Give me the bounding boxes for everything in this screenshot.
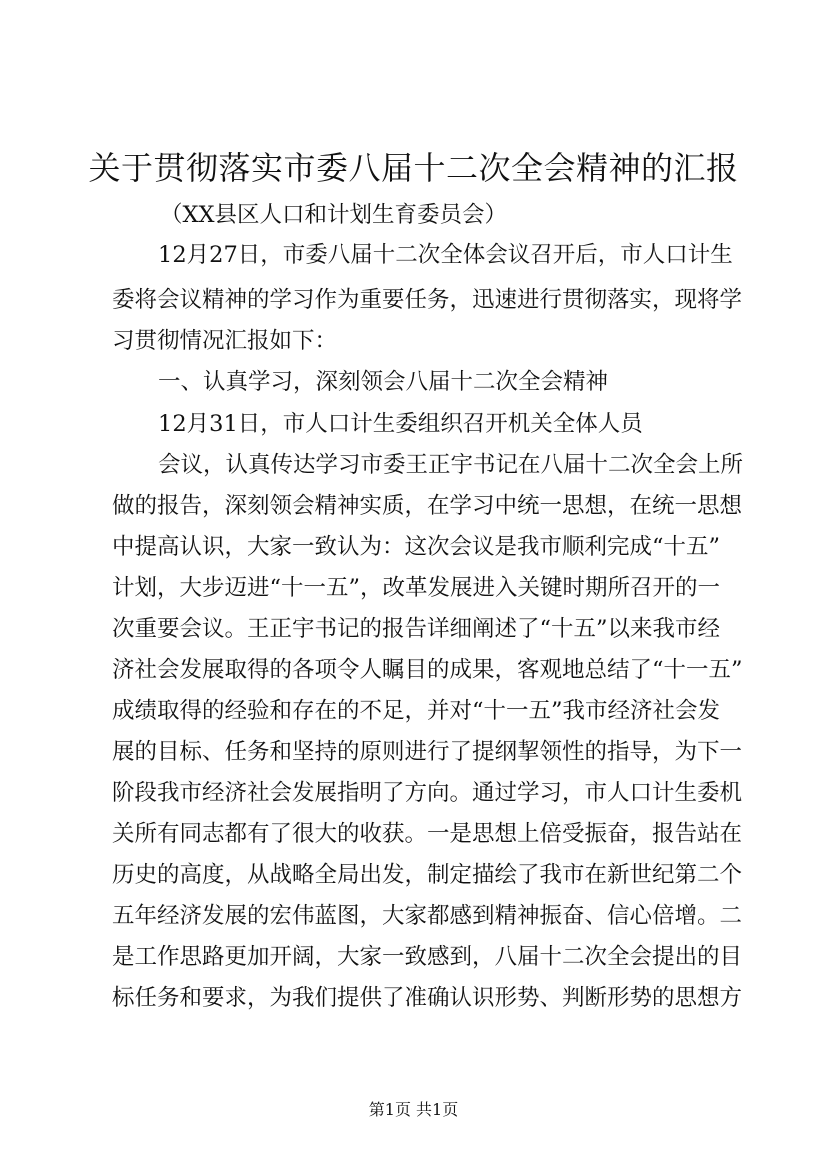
paragraph-line: 次重要会议。王正宇书记的报告详细阐述了“十五”以来我市经 bbox=[112, 616, 721, 642]
paragraph-line: 是工作思路更加开阔，大家一致感到，八届十二次全会提出的目 bbox=[112, 944, 743, 970]
page-number-footer: 第1页 共1页 bbox=[368, 1100, 459, 1119]
paragraph-line: 做的报告，深刻领会精神实质，在学习中统一思想，在统一思想 bbox=[112, 493, 743, 519]
section-heading: 一、认真学习，深刻领会八届十二次全会精神 bbox=[158, 369, 609, 395]
document-subtitle: （XX县区人口和计划生育委员会） bbox=[160, 202, 508, 228]
paragraph-line: 标任务和要求，为我们提供了准确认识形势、判断形势的思想方 bbox=[112, 985, 743, 1011]
paragraph-line: 会议，认真传达学习市委王正宇书记在八届十二次全会上所 bbox=[158, 452, 744, 478]
paragraph-line: 济社会发展取得的各项令人瞩目的成果，客观地总结了“十一五” bbox=[112, 657, 743, 683]
paragraph-line: 12月27日，市委八届十二次全体会议召开后，市人口计生 bbox=[158, 242, 733, 268]
paragraph-line: 计划，大步迈进“十一五”，改革发展进入关键时期所召开的一 bbox=[112, 575, 721, 601]
paragraph-line: 展的目标、任务和坚持的原则进行了提纲挈领性的指导，为下一 bbox=[112, 739, 743, 765]
paragraph-line: 中提高认识，大家一致认为：这次会议是我市顺利完成“十五” bbox=[112, 534, 721, 560]
document-title: 关于贯彻落实市委八届十二次全会精神的汇报 bbox=[88, 149, 739, 187]
paragraph-line: 阶段我市经济社会发展指明了方向。通过学习，市人口计生委机 bbox=[112, 780, 743, 806]
paragraph-line: 五年经济发展的宏伟蓝图，大家都感到精神振奋、信心倍增。二 bbox=[112, 903, 743, 929]
paragraph-line: 委将会议精神的学习作为重要任务，迅速进行贯彻落实，现将学 bbox=[112, 287, 743, 313]
paragraph-line: 关所有同志都有了很大的收获。一是思想上倍受振奋，报告站在 bbox=[112, 821, 743, 847]
paragraph-line: 成绩取得的经验和存在的不足，并对“十一五”我市经济社会发 bbox=[112, 698, 721, 724]
paragraph-line: 历史的高度，从战略全局出发，制定描绘了我市在新世纪第二个 bbox=[112, 862, 743, 888]
paragraph-line: 习贯彻情况汇报如下： bbox=[112, 328, 338, 354]
paragraph-line: 12月31日，市人口计生委组织召开机关全体人员 bbox=[158, 411, 643, 437]
